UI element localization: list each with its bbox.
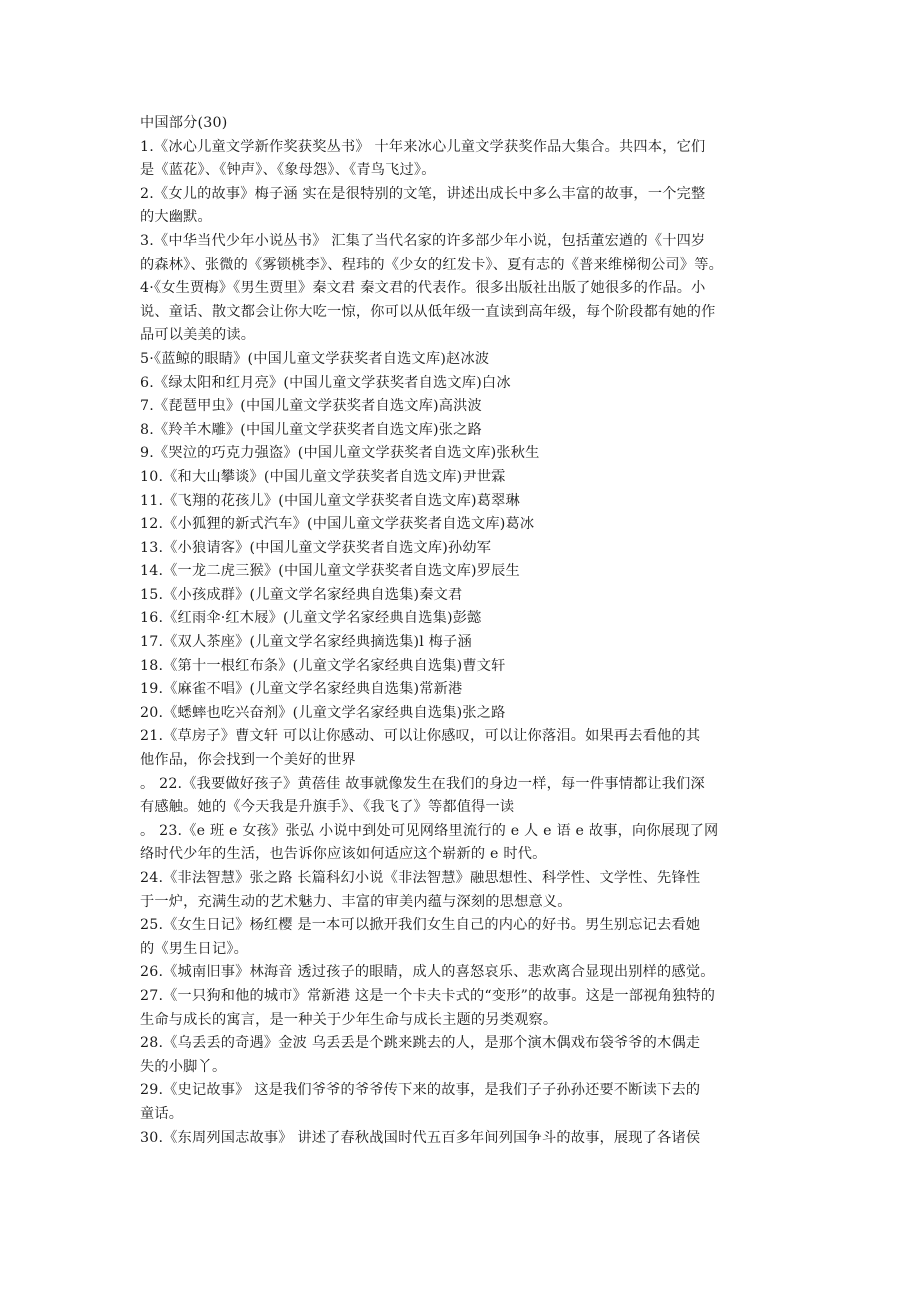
text-line: 童话。 bbox=[140, 1105, 184, 1122]
text-line: 。 23.《e 班 e 女孩》张弘 小说中到处可见网络里流行的 e 人 e 语 e 故事，向你展现了网 bbox=[140, 822, 719, 839]
text-line: 12.《小狐狸的新式汽车》(中国儿童文学获奖者自选文库)葛冰 bbox=[140, 516, 535, 533]
text-line: 19.《麻雀不唱》(儿童文学名家经典自选集)常新港 bbox=[140, 681, 463, 698]
text-line: 。 22.《我要做好孩子》黄蓓佳 故事就像发生在我们的身边一样，每一件事情都让我们深 bbox=[140, 775, 705, 792]
text-line: 的《男生日记》。 bbox=[140, 940, 249, 957]
text-line: 24.《非法智慧》张之路 长篇科幻小说《非法智慧》融思想性、科学性、文学性、先锋性 bbox=[140, 870, 701, 886]
text-line: 5·《蓝鲸的眼睛》(中国儿童文学获奖者自选文库)赵冰波 bbox=[140, 350, 490, 367]
text-line: 的大幽默。 bbox=[140, 209, 212, 226]
text-line: 16.《红雨伞·红木屐》(儿童文学名家经典自选集)彭懿 bbox=[140, 610, 482, 627]
text-line: 是《蓝花》、《钟声》、《象母怨》、《青鸟飞过》。 bbox=[140, 162, 436, 179]
text-line: 25.《女生日记》杨红樱 是一本可以掀开我们女生自己的内心的好书。男生别忘记去看她 bbox=[140, 917, 701, 934]
text-line: 8.《羚羊木雕》(中国儿童文学获奖者自选文库)张之路 bbox=[140, 421, 482, 438]
text-line: 1.《冰心儿童文学新作奖获奖丛书》 十年来冰心儿童文学获奖作品大集合。共四本，它们 bbox=[140, 138, 706, 155]
text-line: 络时代少年的生活，也告诉你应该如何适应这个崭新的 e 时代。 bbox=[140, 846, 547, 863]
text-line: 4·《女生贾梅》《男生贾里》秦文君 秦文君的代表作。很多出版社出版了她很多的作品。小 bbox=[140, 280, 706, 297]
text-line: 他作品，你会找到一个美好的世界 bbox=[140, 752, 356, 769]
text-line: 的森林》、张微的《雾锁桃李》、程玮的《少女的红发卡》、夏有志的《普来维梯彻公司》等。 bbox=[140, 256, 723, 273]
text-line: 6.《绿太阳和红月亮》(中国儿童文学获奖者自选文库)白冰 bbox=[140, 374, 511, 391]
text-line: 26.《城南旧事》林海音 透过孩子的眼睛，成人的喜怒哀乐、悲欢离合显现出别样的感觉。 bbox=[140, 964, 715, 981]
text-line: 18.《第十一根红布条》(儿童文学名家经典自选集)曹文轩 bbox=[140, 657, 506, 674]
text-line: 失的小脚丫。 bbox=[140, 1058, 227, 1075]
text-line: 品可以美美的读。 bbox=[140, 327, 256, 344]
text-line: 7.《琵琶甲虫》(中国儿童文学获奖者自选文库)高洪波 bbox=[140, 398, 482, 415]
text-line: 11.《飞翔的花孩儿》(中国儿童文学获奖者自选文库)葛翠琳 bbox=[140, 492, 520, 509]
text-line: 3.《中华当代少年小说丛书》 汇集了当代名家的许多部少年小说，包括董宏遒的《十四岁 bbox=[140, 232, 706, 249]
text-line: 10.《和大山攀谈》(中国儿童文学获奖者自选文库)尹世霖 bbox=[140, 468, 506, 485]
text-line: 15.《小孩成群》(儿童文学名家经典自选集)秦文君 bbox=[140, 586, 463, 603]
text-line: 17.《双人茶座》(儿童文学名家经典摘选集)l 梅子涵 bbox=[140, 634, 472, 651]
text-line: 14.《一龙二虎三猴》(中国儿童文学获奖者自选文库)罗辰生 bbox=[140, 563, 520, 580]
text-line: 27.《一只狗和他的城市》常新港 这是一个卡夫卡式的“变形”的故事。这是一部视角独特的 bbox=[140, 987, 716, 1004]
text-line: 于一炉，充满生动的艺术魅力、丰富的审美内蕴与深刻的思想意义。 bbox=[140, 893, 572, 910]
section-heading: 中国部分(30) bbox=[140, 115, 228, 131]
text-line: 有感触。她的《今天我是升旗手》、《我飞了》等都值得一读 bbox=[140, 799, 515, 816]
text-line: 30.《东周列国志故事》 讲述了春秋战国时代五百多年间列国争斗的故事，展现了各诸侯 bbox=[140, 1129, 701, 1146]
text-line: 2.《女儿的故事》梅子涵 实在是很特别的文笔，讲述出成长中多么丰富的故事，一个完整 bbox=[140, 185, 706, 202]
text-line: 29.《史记故事》 这是我们爷爷的爷爷传下来的故事，是我们子子孙孙还要不断读下去的 bbox=[140, 1082, 701, 1099]
text-line: 13.《小狼请客》(中国儿童文学获奖者自选文库)孙幼军 bbox=[140, 539, 492, 556]
book-list-text bbox=[140, 112, 800, 1150]
text-line: 20.《蟋蟀也吃兴奋剂》(儿童文学名家经典自选集)张之路 bbox=[140, 704, 506, 721]
text-line: 21.《草房子》曹文轩 可以让你感动、可以让你感叹，可以让你落泪。如果再去看他的其 bbox=[140, 728, 701, 745]
text-line: 28.《乌丢丢的奇遇》金波 乌丢丢是个跳来跳去的人，是那个演木偶戏布袋爷爷的木偶走 bbox=[140, 1035, 701, 1052]
text-line: 9.《哭泣的巧克力强盗》(中国儿童文学获奖者自选文库)张秋生 bbox=[140, 445, 540, 462]
text-line: 说、童话、散文都会让你大吃一惊，你可以从低年级一直读到高年级，每个阶段都有她的作 bbox=[140, 303, 716, 320]
text-line: 生命与成长的寓言，是一种关于少年生命与成长主题的另类观察。 bbox=[140, 1011, 558, 1028]
